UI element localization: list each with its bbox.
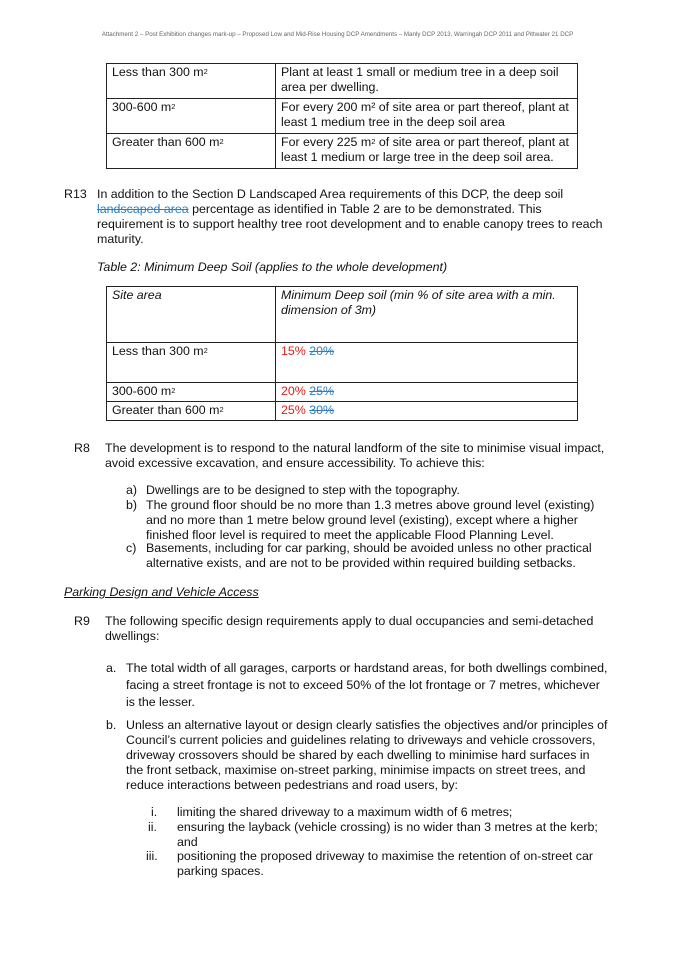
cell-line: area per dwelling. [281,80,379,94]
superscript: 2 [171,102,176,111]
requirement-cell [276,134,578,169]
text-line: requirement is to support healthy tree root development and to enable canopy trees to reach [97,217,603,231]
cell-text: 300-600 m [112,100,172,114]
list-item [126,660,626,711]
text-line: Basements, including for car parking, should be avoided unless no other practical [146,541,592,555]
cell-text: For every 225 m [281,135,372,149]
tree-planting-table [106,63,578,169]
list-marker: c) [126,541,137,555]
page-header: Attachment 2 – Post Exhibition changes mark-up – Proposed Low and Mid-Rise Housing DCP Amendments – Manly DCP 2013, Warringah DCP 2011 and Pittwater 21 DCP [101,31,574,38]
site-area-cell [107,64,276,99]
cell-line: Minimum Deep soil (min % of site area with a min. [281,288,556,302]
list-marker: b) [126,498,138,512]
list-marker: iii. [146,849,158,863]
section-heading: Parking Design and Vehicle Access [64,585,259,599]
list-item [177,805,637,820]
deleted-text: 30% [309,403,335,417]
deep-soil-table [106,286,578,421]
header-min-deep-soil [276,287,578,343]
table-row [107,343,578,383]
inserted-text: 15% [281,344,306,358]
list-marker: a) [126,483,138,497]
deep-soil-cell [276,383,578,402]
site-area-cell [107,99,276,134]
text-line: positioning the proposed driveway to maximise the retention of on-street car [177,849,593,863]
table-row [107,402,578,421]
text-line: and [177,835,198,849]
cell-text: Less than 300 m [112,65,204,79]
list-item [177,849,637,879]
text-line: avoid excessive excavation, and ensure accessibility. To achieve this: [105,456,485,470]
cell-text: Greater than 600 m [112,135,220,149]
text-line: reduce interactions between pedestrians and road users, by: [126,778,458,792]
table-row [107,134,578,169]
cell-line: Plant at least 1 small or medium tree in a deep soil [281,65,559,79]
text-line: The total width of all garages, carports or hardstand areas, for both dwellings combined, [126,661,608,675]
inserted-text: 25% [281,403,306,417]
clause-label-r9: R9 [74,614,90,628]
text-line: finished floor level is required to meet the applicable Flood Planning Level. [146,528,554,542]
text-line: Unless an alternative layout or design clearly satisfies the objectives and/or principles of [126,718,608,732]
table-row [107,99,578,134]
cell-line [281,135,572,150]
superscript: 2 [171,386,176,395]
text-line: In addition to the Section D Landscaped Area requirements of this DCP, the deep soil [97,187,564,201]
text-line: The following specific design requirements apply to dual occupancies and semi-detached [105,614,594,628]
cell-line: least 1 medium tree in the deep soil area [281,115,505,129]
list-item [146,498,646,543]
clause-label-r13: R13 [64,187,87,201]
text-line: dwellings: [105,629,160,643]
text-line: Council’s current policies and guidelines relating to driveways and vehicle crossovers, [126,733,596,747]
superscript: 2 [219,137,224,146]
list-marker: ii. [148,820,157,834]
deleted-text: 20% [309,344,335,358]
superscript: 2 [203,346,208,355]
list-item [146,541,646,571]
clause-r8-text [105,441,645,471]
list-item [126,718,636,793]
list-item [177,820,637,850]
superscript: 2 [203,67,208,76]
inserted-text: 20% [281,384,306,398]
list-marker: i. [151,805,158,819]
list-marker: a. [106,661,117,675]
text-span: percentage as identified in Table 2 are to be demonstrated. This [188,202,542,216]
cell-text: 300-600 m [112,384,172,398]
list-item [146,483,646,498]
cell-line: For every 200 m² of site area or part thereof, plant at [281,100,569,114]
deleted-text: 25% [309,384,335,398]
cell-text: Less than 300 m [112,344,204,358]
clause-r13-text [97,187,627,247]
text-line: alternative exists, and are not to be provided within required building setbacks. [146,556,576,570]
table-caption: Table 2: Minimum Deep Soil (applies to the whole development) [97,260,448,274]
deep-soil-cell [276,402,578,421]
header-site-area: Site area [107,287,276,343]
text-line: facing a street frontage is not to exceed 50% of the lot frontage or 7 metres, whichever [126,678,600,692]
text-line: The ground floor should be no more than 1.3 metres above ground level (existing) [146,498,595,512]
clause-r9-text [105,614,645,644]
cell-line: dimension of 3m) [281,303,377,317]
table-header-row [107,287,578,343]
site-area-cell [107,402,276,421]
table-row [107,64,578,99]
text-line: is the lesser. [126,695,195,709]
list-marker: b. [106,718,117,732]
text-line: limiting the shared driveway to a maximum width of 6 metres; [177,805,513,819]
cell-line: least 1 medium or large tree in the deep soil area. [281,150,554,164]
superscript: 2 [219,405,224,414]
cell-text: Greater than 600 m [112,403,220,417]
text-line: ensuring the layback (vehicle crossing) is no wider than 3 metres at the kerb; [177,820,598,834]
text-line: the front setback, maximise on-street parking, minimise impacts on street trees, and [126,763,586,777]
text-line: parking spaces. [177,864,264,878]
text-line: driveway crossovers should be shared by each dwelling to minimise hard surfaces in [126,748,590,762]
text-line: Dwellings are to be designed to step with the topography. [146,483,460,497]
text-line: The development is to respond to the natural landform of the site to minimise visual impact, [105,441,605,455]
text-line: and no more than 1 metre below ground level (existing), except where a higher [146,513,578,527]
site-area-cell [107,343,276,383]
site-area-cell [107,383,276,402]
deleted-text: landscaped area [97,202,189,216]
site-area-cell [107,134,276,169]
table-row [107,383,578,402]
text-line [97,202,627,217]
deep-soil-cell [276,343,578,383]
clause-label-r8: R8 [74,441,90,455]
requirement-cell [276,99,578,134]
superscript: 2 [371,137,376,146]
text-line: maturity. [97,232,144,246]
requirement-cell [276,64,578,99]
cell-text: of site area or part thereof, plant at [375,135,569,149]
